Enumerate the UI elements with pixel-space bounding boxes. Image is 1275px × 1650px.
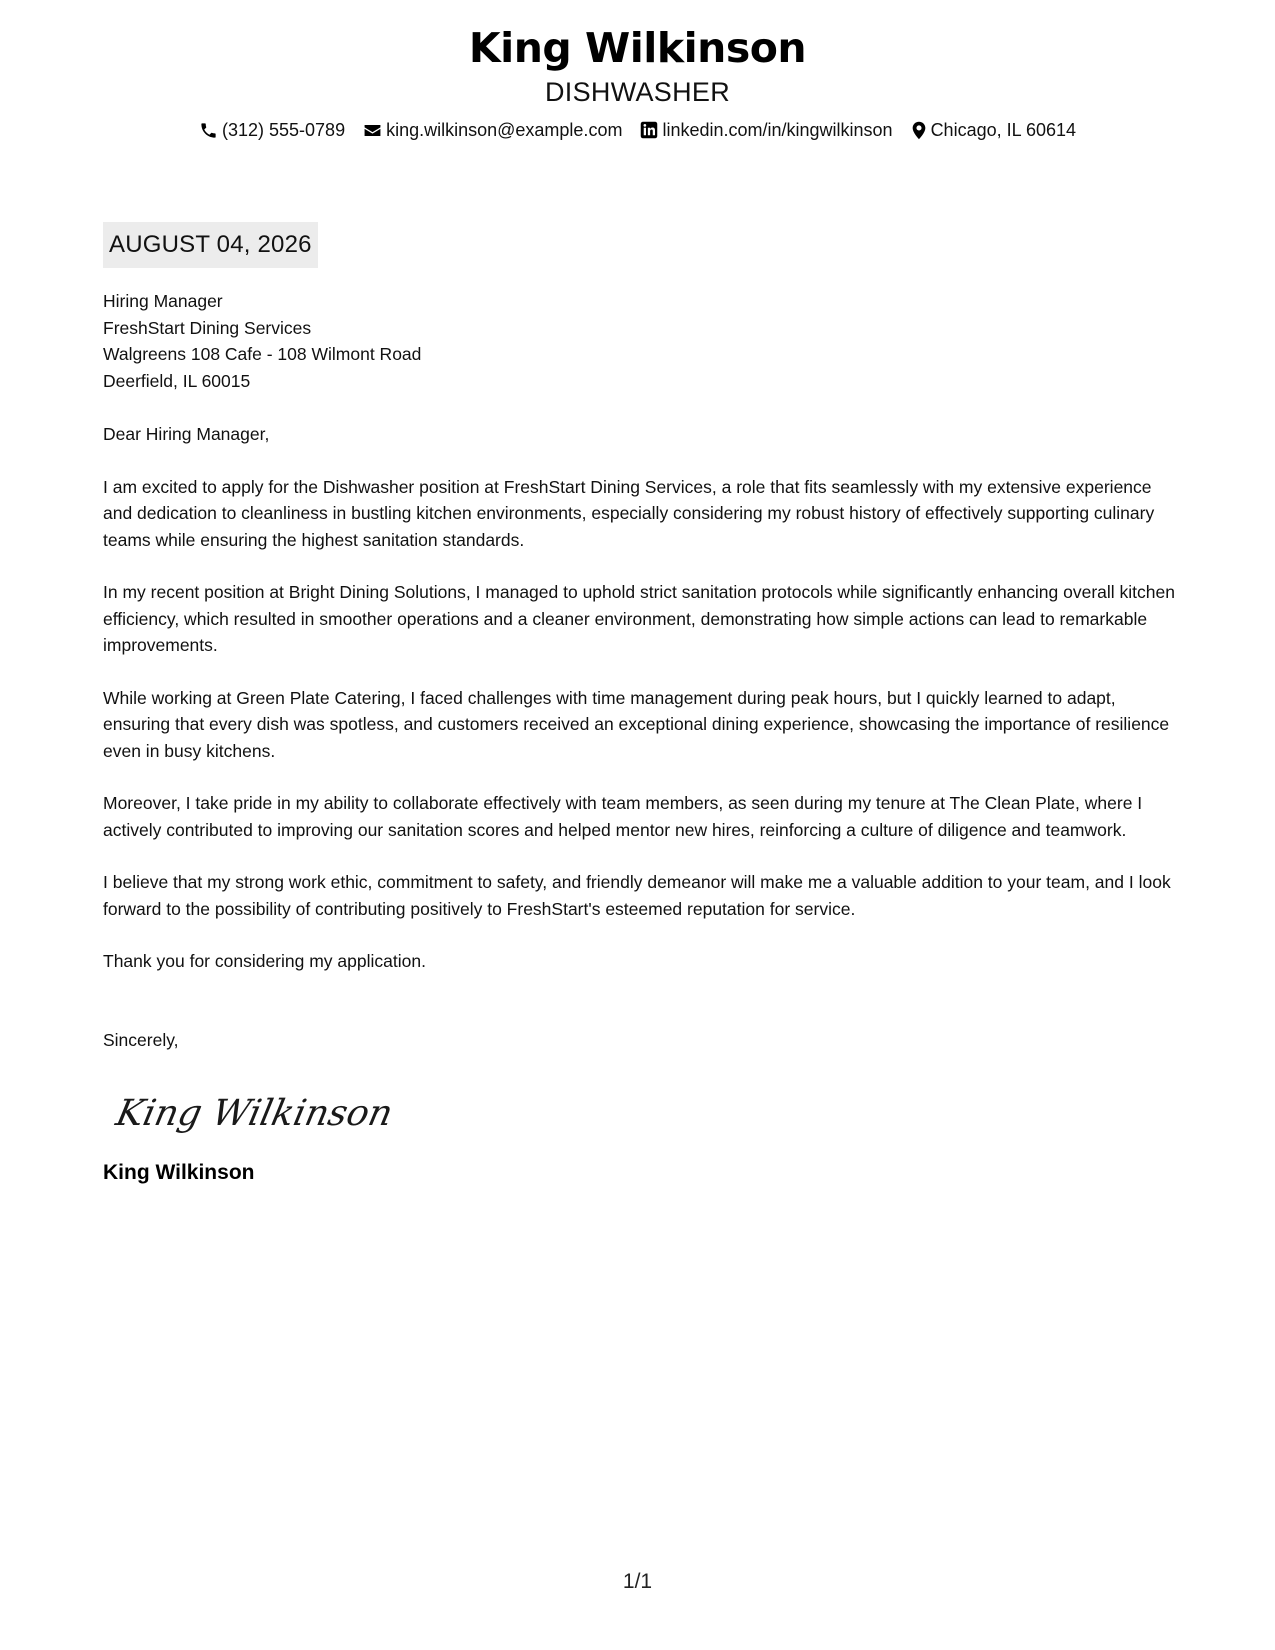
contact-linkedin[interactable]	[640, 118, 892, 142]
body-paragraph: In my recent position at Bright Dining Solutions, I managed to uphold strict sanitation protocols while significantly enhancing overall kitchen efficiency, which resulted in smoother operations and a cleaner environment, demonstrating how simple actions can lead to remarkable improvements.	[103, 582, 1175, 655]
linkedin-icon	[640, 121, 658, 139]
closing: Sincerely,	[103, 1029, 179, 1050]
location-text: Chicago, IL 60614	[930, 120, 1077, 140]
contact-phone	[199, 118, 345, 142]
svg-text:King Wilkinson: King Wilkinson	[112, 1091, 397, 1134]
salutation: Dear Hiring Manager,	[103, 424, 270, 444]
job-title: DISHWASHER	[544, 77, 730, 107]
signer-name: King Wilkinson	[103, 1161, 255, 1184]
letter-date: AUGUST 04, 2026	[103, 222, 318, 268]
contact-location	[911, 118, 1076, 142]
body-paragraph: I believe that my strong work ethic, commitment to safety, and friendly demeanor will make me a valuable addition to your team, and I look forward to the possibility of contributing positively to FreshStart's esteemed reputation for service.	[103, 872, 1171, 919]
recipient-line: Walgreens 108 Cafe - 108 Wilmont Road	[103, 344, 422, 364]
phone-text: (312) 555-0789	[221, 120, 346, 140]
contact-bar	[0, 118, 1275, 142]
envelope-icon	[363, 121, 382, 140]
email-text[interactable]: king.wilkinson@example.com	[386, 120, 623, 140]
letter-header	[0, 20, 1275, 142]
body-paragraph: I am excited to apply for the Dishwasher position at FreshStart Dining Services, a role that fits seamlessly with my extensive experience and dedication to cleanliness in bustling kitchen environments, especially considering my robust history of effectively supporting culinary teams while ensuring the highest sanitation standards.	[103, 476, 1155, 550]
contact-email[interactable]	[363, 118, 622, 142]
recipient-block	[103, 288, 1178, 394]
map-pin-icon	[911, 121, 927, 140]
recipient-line: Hiring Manager	[103, 291, 223, 311]
body-paragraph: Moreover, I take pride in my ability to collaborate effectively with team members, as seen during my tenure at The Clean Plate, where I actively contributed to improving our sanitation scores and helped mentor new hires, reinforcing a culture of diligence and teamwork.	[103, 793, 1143, 840]
letter-body	[103, 288, 1178, 1187]
recipient-line: FreshStart Dining Services	[103, 317, 312, 338]
body-paragraph: While working at Green Plate Catering, I faced challenges with time management during peak hours, but I quickly learned to adapt, ensuring that every dish was spotless, and customers received an exceptional dining experience, showcasing the importance of resilience even in busy kitchens.	[103, 687, 1170, 761]
recipient-line: Deerfield, IL 60015	[103, 370, 251, 391]
applicant-name: King Wilkinson	[468, 24, 807, 72]
linkedin-text[interactable]: linkedin.com/in/kingwilkinson	[662, 120, 893, 140]
body-paragraph: Thank you for considering my application.	[103, 951, 426, 971]
page-number: 1/1	[622, 1570, 653, 1593]
handwritten-signature	[111, 1075, 1178, 1145]
phone-icon	[199, 121, 218, 140]
